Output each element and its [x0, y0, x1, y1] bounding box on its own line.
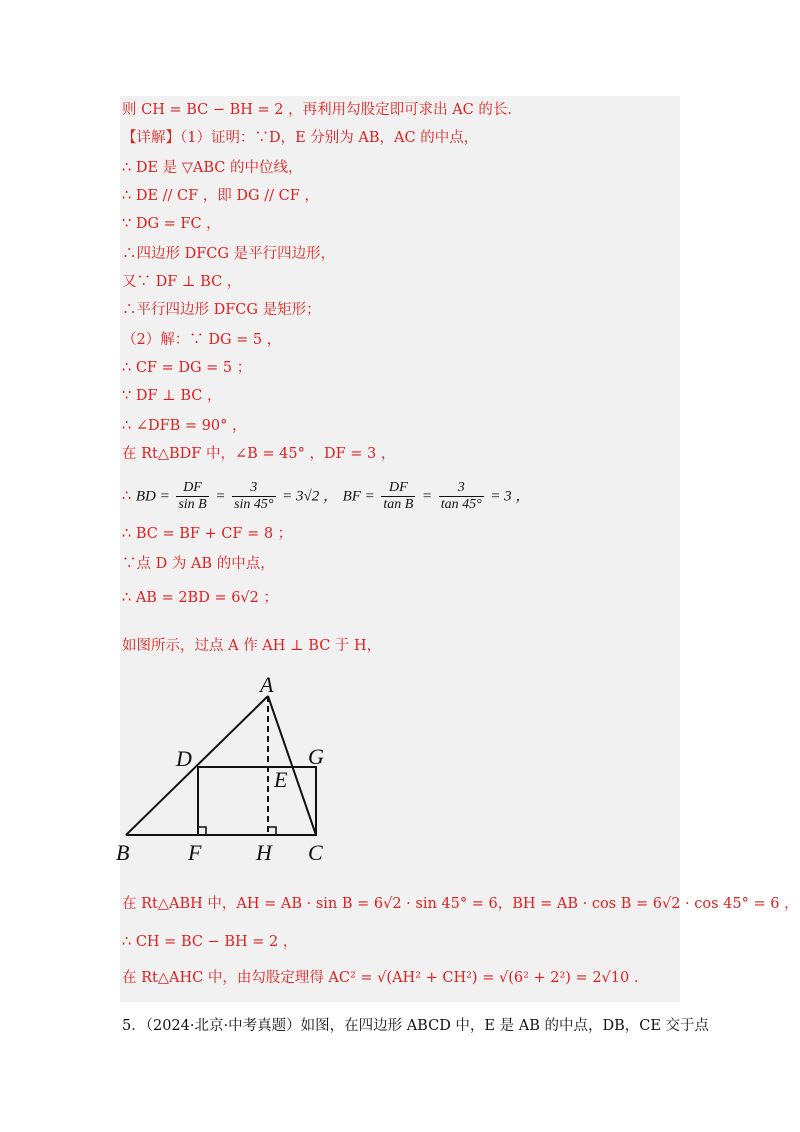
fraction-numerator: 3: [439, 480, 484, 497]
bd-result: = 3√2 ，: [282, 488, 338, 505]
solution-line-l20: ∴ CH = BC − BH = 2 ，: [122, 934, 298, 950]
fraction-3-sin45: [232, 480, 275, 513]
fraction-numerator: DF: [381, 480, 415, 497]
fraction-denominator: tan B: [383, 497, 414, 512]
solution-line-l19: 在 Rt△ABH 中，AH = AB · sin B = 6√2 · sin 45° = 6，BH = AB · cos B = 6√2 · cos 45° = 6 ，: [122, 896, 799, 912]
label-g: G: [308, 744, 324, 769]
solution-line-l9: （2）解：∵ DG = 5 ，: [122, 332, 282, 348]
solution-line-l7: 又∵ DF ⊥ BC ，: [122, 274, 242, 290]
label-h: H: [256, 840, 272, 865]
solution-line-l17: ∴ AB = 2BD = 6√2 ；: [122, 590, 279, 606]
label-f: F: [188, 840, 202, 865]
label-c: C: [308, 840, 323, 865]
fraction-df-sinb: [176, 480, 208, 513]
fraction-numerator: 3: [232, 480, 275, 497]
fraction-df-tanb: [381, 480, 415, 513]
solution-line-l8: ∴平行四边形 DFCG 是矩形；: [122, 302, 321, 318]
solution-line-l11: ∵ DF ⊥ BC ，: [122, 388, 222, 404]
fraction-denominator: sin 45°: [234, 497, 274, 512]
equals-sign: =: [215, 488, 226, 505]
equals-sign: =: [421, 488, 433, 505]
solution-line-l13: 在 Rt△BDF 中，∠B = 45° ，DF = 3 ，: [122, 446, 396, 462]
bf-result: = 3 ，: [490, 488, 531, 505]
label-b: B: [116, 840, 130, 865]
solution-line-l1: 则 CH = BC − BH = 2 ，再利用勾股定即可求出 AC 的长.: [122, 102, 512, 118]
rectangle-dfcg: [198, 767, 316, 835]
fraction-denominator: sin B: [178, 497, 207, 512]
solution-line-l16: ∵点 D 为 AB 的中点，: [122, 556, 275, 572]
fraction-numerator: DF: [176, 480, 208, 497]
right-angle-h: [268, 827, 276, 835]
solution-line-l6: ∴四边形 DFCG 是平行四边形，: [122, 246, 336, 262]
label-e: E: [274, 767, 288, 792]
solution-line-l2: 【详解】（1）证明：∵D，E 分别为 AB，AC 的中点，: [122, 130, 479, 146]
solution-line-l12: ∴ ∠DFB = 90° ，: [122, 418, 247, 434]
fraction-denominator: tan 45°: [440, 497, 482, 512]
solution-line-l5: ∵ DG = FC ，: [122, 216, 221, 232]
bd-lhs: BD =: [135, 488, 170, 505]
next-question: 5．（2024·北京·中考真题）如图，在四边形 ABCD 中，E 是 AB 的中点，DB，CE 交于点: [122, 1018, 710, 1034]
solution-line-l21: 在 Rt△AHC 中，由勾股定理得 AC² = √(AH² + CH²) = √(6² + 2²) = 2√10 .: [122, 970, 639, 986]
solution-line-l10: ∴ CF = DG = 5 ；: [122, 360, 252, 376]
right-angle-f: [198, 827, 206, 835]
label-a: A: [260, 672, 274, 697]
solution-line-l4: ∴ DE // CF ，即 DG // CF ，: [122, 188, 319, 204]
therefore-symbol: ∴: [122, 488, 132, 505]
solution-line-l18: 如图所示，过点 A 作 AH ⊥ BC 于 H，: [122, 638, 382, 654]
solution-line-l3: ∴ DE 是 ▽ABC 的中位线，: [122, 160, 303, 176]
solution-line-l15: ∴ BC = BF + CF = 8 ；: [122, 526, 293, 542]
geometry-figure: [110, 672, 350, 872]
fraction-3-tan45: [439, 480, 484, 513]
label-d: D: [176, 746, 192, 771]
formula-line-bd-bf: [122, 480, 530, 513]
bf-lhs: BF =: [342, 488, 375, 505]
